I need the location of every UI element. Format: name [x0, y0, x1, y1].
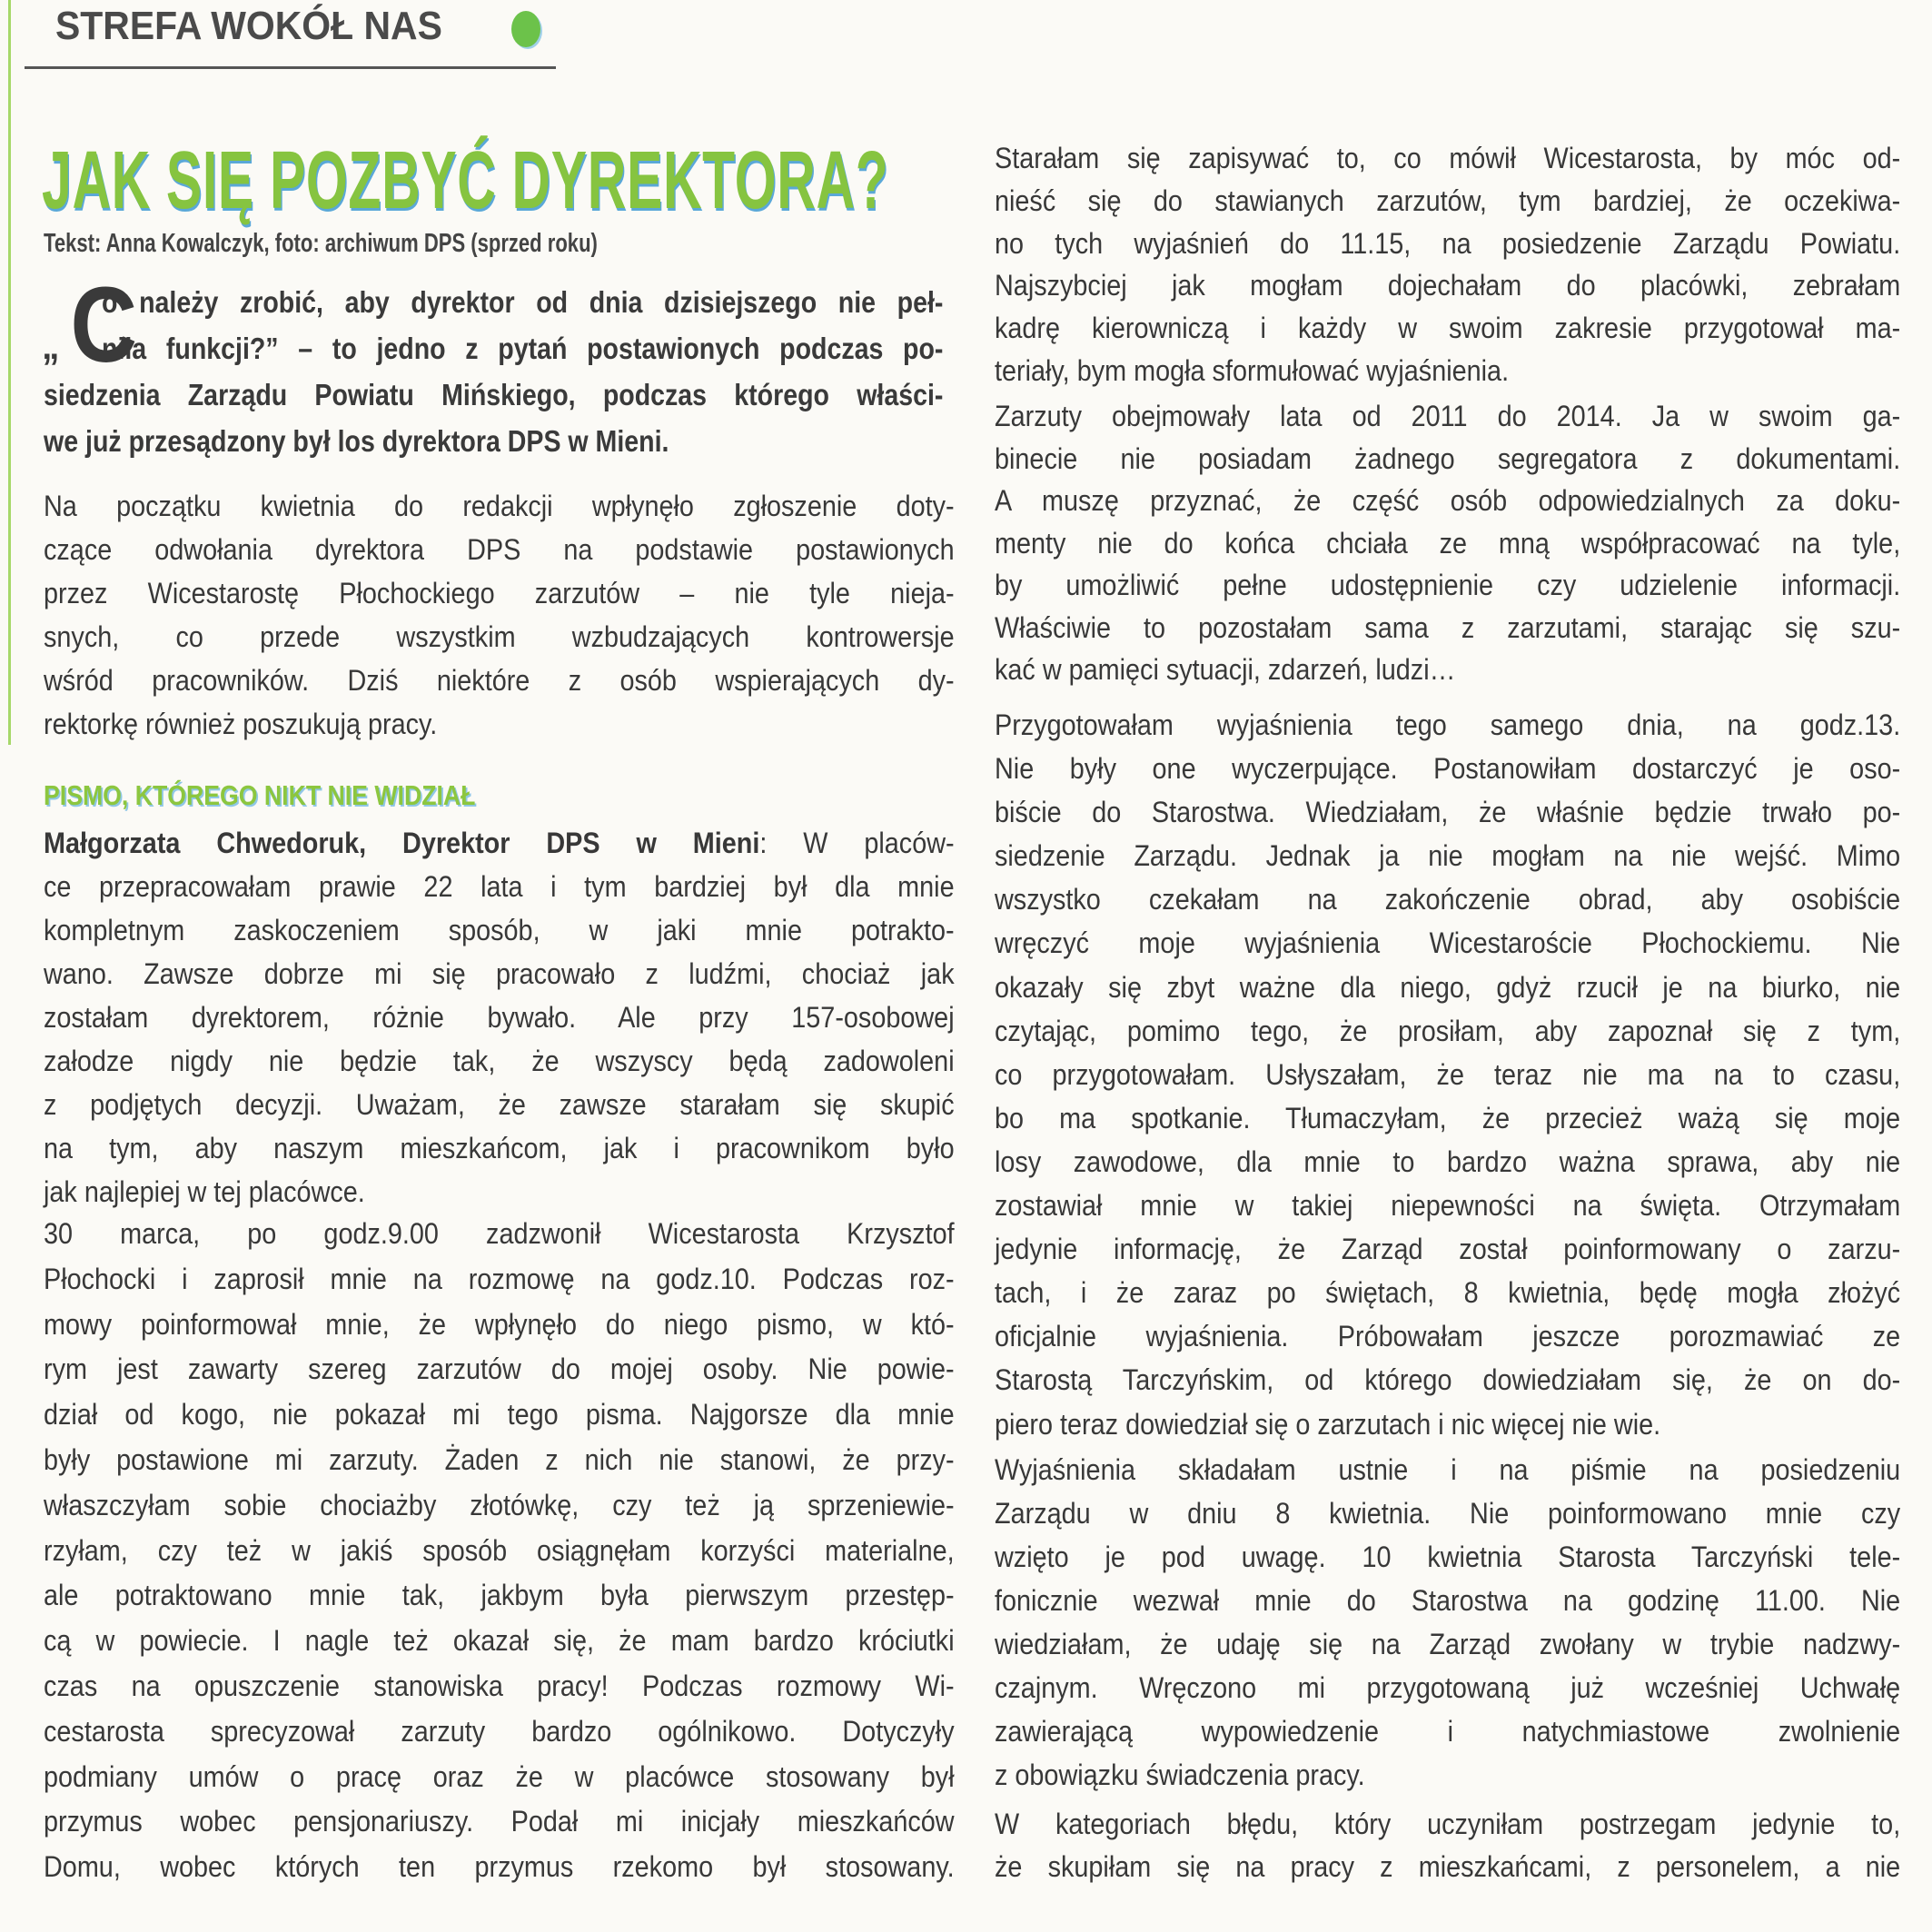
text-line: losy zawodowe, dla mnie to bardzo ważna sprawa, aby nie [995, 1144, 1901, 1178]
text-line: wśród pracowników. Dziś niektóre z osób wspierających dy- [44, 664, 955, 697]
text-line: z obowiązku świadczenia pracy. [995, 1759, 1365, 1791]
text-line: wano. Zawsze dobrze mi się pracowało z ludźmi, chociaż jak [44, 957, 955, 990]
text-line: podmiany umów o pracę oraz że w placówce stosowany był [44, 1759, 955, 1793]
text-line: Przygotowałam wyjaśnienia tego samego dnia, na godz.13. [995, 708, 1901, 741]
text-line: wiedziałam, że udaję się na Zarząd zwołany w trybie nadzwy- [995, 1628, 1901, 1660]
text-line [44, 821, 955, 865]
text-line: Zarządu w dniu 8 kwietnia. Nie poinformowano mnie czy [995, 1497, 1901, 1530]
subheading: PISMO, KTÓREGO NIKT NIE WIDZIAŁ [44, 779, 476, 811]
text-line: Starałam się zapisywać to, co mówił Wicestarosta, by móc od- [995, 142, 1901, 174]
text-line: dział od kogo, nie pokazał mi tego pisma. Najgorsze dla mnie [44, 1398, 955, 1432]
text-line: fonicznie wezwał mnie do Starostwa na godzinę 11.00. Nie [995, 1584, 1901, 1617]
text-line: czas na opuszczenie stanowiska pracy! Podczas rozmowy Wi- [44, 1669, 955, 1702]
text-line: no tych wyjaśnień do 11.15, na posiedzenie Zarządu Powiatu. [995, 226, 1901, 260]
text-line: załodze nigdy nie będzie tak, że wszyscy będą zadowoleni [44, 1045, 955, 1077]
text-line: właszczyłam sobie chociażby złotówkę, czy też ją sprzeniewie- [44, 1488, 955, 1521]
text-line: wszystko czekałam na zakończenie obrad, aby osobiście [995, 883, 1901, 916]
text-line: zostałam dyrektorem, różnie bywało. Ale przy 157-osobowej [44, 1001, 955, 1034]
section-rule [25, 66, 556, 69]
paragraph [44, 821, 955, 1214]
text-line: oficjalnie wyjaśnienia. Próbowałam jeszcze porozmawiać ze [995, 1320, 1901, 1353]
paragraph [995, 1803, 1900, 1888]
lead-paragraph [42, 265, 944, 464]
paragraph [995, 395, 1900, 691]
text-line: bo ma spotkanie. Tłumaczyłam, że przecież ważą się moje [995, 1101, 1901, 1134]
lead-line: o należy zrobić, aby dyrektor od dnia dzisiejszego nie peł- [102, 285, 944, 319]
text-line: okazały się zbyt ważne dla niego, gdyż rzucił je na biurko, nie [995, 970, 1901, 1004]
lead-line: we już przesądzony był los dyrektora DPS w Mieni. [44, 424, 669, 458]
text-line: rzyłam, czy też w jakiś sposób osiągnęłam korzyści materialne, [44, 1533, 955, 1567]
text-line: menty nie do końca chciała ze mną współpracować na tyle, [995, 526, 1901, 560]
drop-cap: C [70, 265, 138, 385]
text-line: zawierającą wypowiedzenie i natychmiastowe zwolnienie [995, 1715, 1901, 1748]
line-text: : W placów- [759, 827, 955, 859]
text-line: piero teraz dowiedział się o zarzutach i nic więcej nie wie. [995, 1407, 1661, 1441]
text-line: kać w pamięci sytuacji, zdarzeń, ludzi… [995, 653, 1456, 686]
text-line: tach, i że zaraz po świętach, 8 kwietnia, będę mogła złożyć [995, 1276, 1901, 1310]
text-line: czajnym. Wręczono mi przygotowaną już wcześniej Uchwałę [995, 1671, 1901, 1704]
section-green-dot-icon [511, 11, 540, 47]
drop-quote: „ [42, 323, 60, 368]
text-line: A muszę przyznać, że część osób odpowiedzialnych za doku- [995, 484, 1901, 517]
text-line: W kategoriach błędu, który uczyniłam postrzegam jedynie to, [995, 1808, 1901, 1840]
text-line: Właściwie to pozostałam sama z zarzutami, starając się szu- [995, 610, 1901, 644]
text-line: rym jest zawarty szereg zarzutów do mojej osoby. Nie powie- [44, 1352, 955, 1386]
byline: Tekst: Anna Kowalczyk, foto: archiwum DPS (sprzed roku) [44, 229, 598, 258]
text-line: mowy poinformował mnie, że wpłynęło do niego pismo, w któ- [44, 1307, 955, 1341]
text-line: 30 marca, po godz.9.00 zadzwonił Wicestarosta Krzysztof [44, 1217, 955, 1250]
text-line: czytając, pomimo tego, że prosiłam, aby zapoznał się z tym, [995, 1014, 1901, 1047]
text-line: co przygotowałam. Usłyszałam, że teraz nie ma na to czasu, [995, 1057, 1901, 1091]
text-line: rektorkę również poszukują pracy. [44, 708, 438, 740]
text-line: Na początku kwietnia do redakcji wpłynęło zgłoszenie doty- [44, 490, 955, 522]
text-line: czące odwołania dyrektora DPS na podstawie postawionych [44, 533, 955, 566]
text-line: biście do Starostwa. Wiedziałam, że właśnie będzie trwało po- [995, 796, 1901, 829]
paragraph [44, 1212, 955, 1890]
text-line: jak najlepiej w tej placówce. [44, 1175, 365, 1208]
text-line: Nie były one wyczerpujące. Postanowiłam dostarczyć je oso- [995, 752, 1901, 786]
text-line: przez Wicestarostę Płochockiego zarzutów – nie tyle nieja- [44, 577, 955, 609]
text-line: Zarzuty obejmowały lata od 2011 do 2014. Ja w swoim ga- [995, 400, 1901, 432]
text-line: teriały, bym mogła sformułować wyjaśnienia. [995, 353, 1510, 387]
text-line: zostawiał mnie w takiej niepewności na święta. Otrzymałam [995, 1189, 1901, 1223]
text-line: binecie nie posiadam żadnego segregatora z dokumentami. [995, 441, 1901, 475]
text-line: na tym, aby naszym mieszkańcom, jak i pracownikom było [44, 1132, 955, 1164]
text-line: Domu, wobec których ten przymus rzekomo był stosowany. [44, 1850, 955, 1884]
text-line: kompletnym zaskoczeniem sposób, w jaki mnie potrakto- [44, 914, 955, 946]
text-line: Płochocki i zaprosił mnie na rozmowę na godz.10. Podczas roz- [44, 1262, 955, 1295]
text-line: jedynie informację, że Zarząd został poinformowany o zarzu- [995, 1233, 1901, 1266]
text-line: wzięto je pod uwagę. 10 kwietnia Starosta Tarczyński tele- [995, 1541, 1901, 1573]
paragraph [995, 137, 1900, 392]
text-line: by umożliwić pełne udostępnienie czy udzielenie informacji. [995, 569, 1901, 601]
lead-line: siedzenia Zarządu Powiatu Mińskiego, podczas którego właści- [44, 378, 944, 411]
text-line: cestarosta sprecyzował zarzuty bardzo ogólnikowo. Dotyczyły [44, 1714, 955, 1748]
speaker-name: Małgorzata Chwedoruk, Dyrektor DPS w Mieni [44, 827, 760, 859]
text-line: Najszybciej jak mogłam dojechałam do placówki, zebrałam [995, 269, 1901, 302]
text-line: były postawione mi zarzuty. Żaden z nich nie stanowi, że przy- [44, 1442, 955, 1476]
text-line: ce przepracowałam prawie 22 lata i tym bardziej był dla mnie [44, 870, 955, 903]
page-edge-green-line [8, 0, 11, 745]
text-line: ale potraktowano mnie tak, jakbym była pierwszym przestęp- [44, 1579, 955, 1612]
section-label: STREFA WOKÓŁ NAS [55, 4, 442, 48]
text-line: wręczyć moje wyjaśnienia Wicestaroście Płochockiemu. Nie [995, 926, 1901, 960]
text-line: snych, co przede wszystkim wzbudzających kontrowersje [44, 620, 955, 653]
text-line: przymus wobec pensjonariuszy. Podał mi inicjały mieszkańców [44, 1805, 955, 1838]
text-line: nieść się do stawianych zarzutów, tym bardziej, że oczekiwa- [995, 183, 1901, 217]
paragraph [995, 703, 1900, 1446]
paragraph [995, 1448, 1900, 1797]
text-line: Wyjaśnienia składałam ustnie i na piśmie na posiedzeniu [995, 1453, 1901, 1486]
headline: JAK SIĘ POZBYĆ DYREKTORA? [42, 135, 889, 226]
lead-line: niła funkcji?” – to jedno z pytań postawionych podczas po- [102, 332, 944, 365]
text-line: siedzenie Zarządu. Jednak ja nie mogłam na nie wejść. Mimo [995, 839, 1901, 873]
paragraph [44, 484, 955, 746]
text-line: z podjętych decyzji. Uważam, że zawsze starałam się skupić [44, 1088, 955, 1121]
text-line: że skupiłam się na pracy z mieszkańcami, z personelem, a nie [995, 1850, 1901, 1883]
text-line: kadrę kierowniczą i każdy w swoim zakresie przygotował ma- [995, 312, 1901, 345]
text-line: Starostą Tarczyńskim, od którego dowiedziałam się, że on do- [995, 1363, 1901, 1397]
text-line: cą w powiecie. I nagle też okazał się, że mam bardzo króciutki [44, 1624, 955, 1658]
